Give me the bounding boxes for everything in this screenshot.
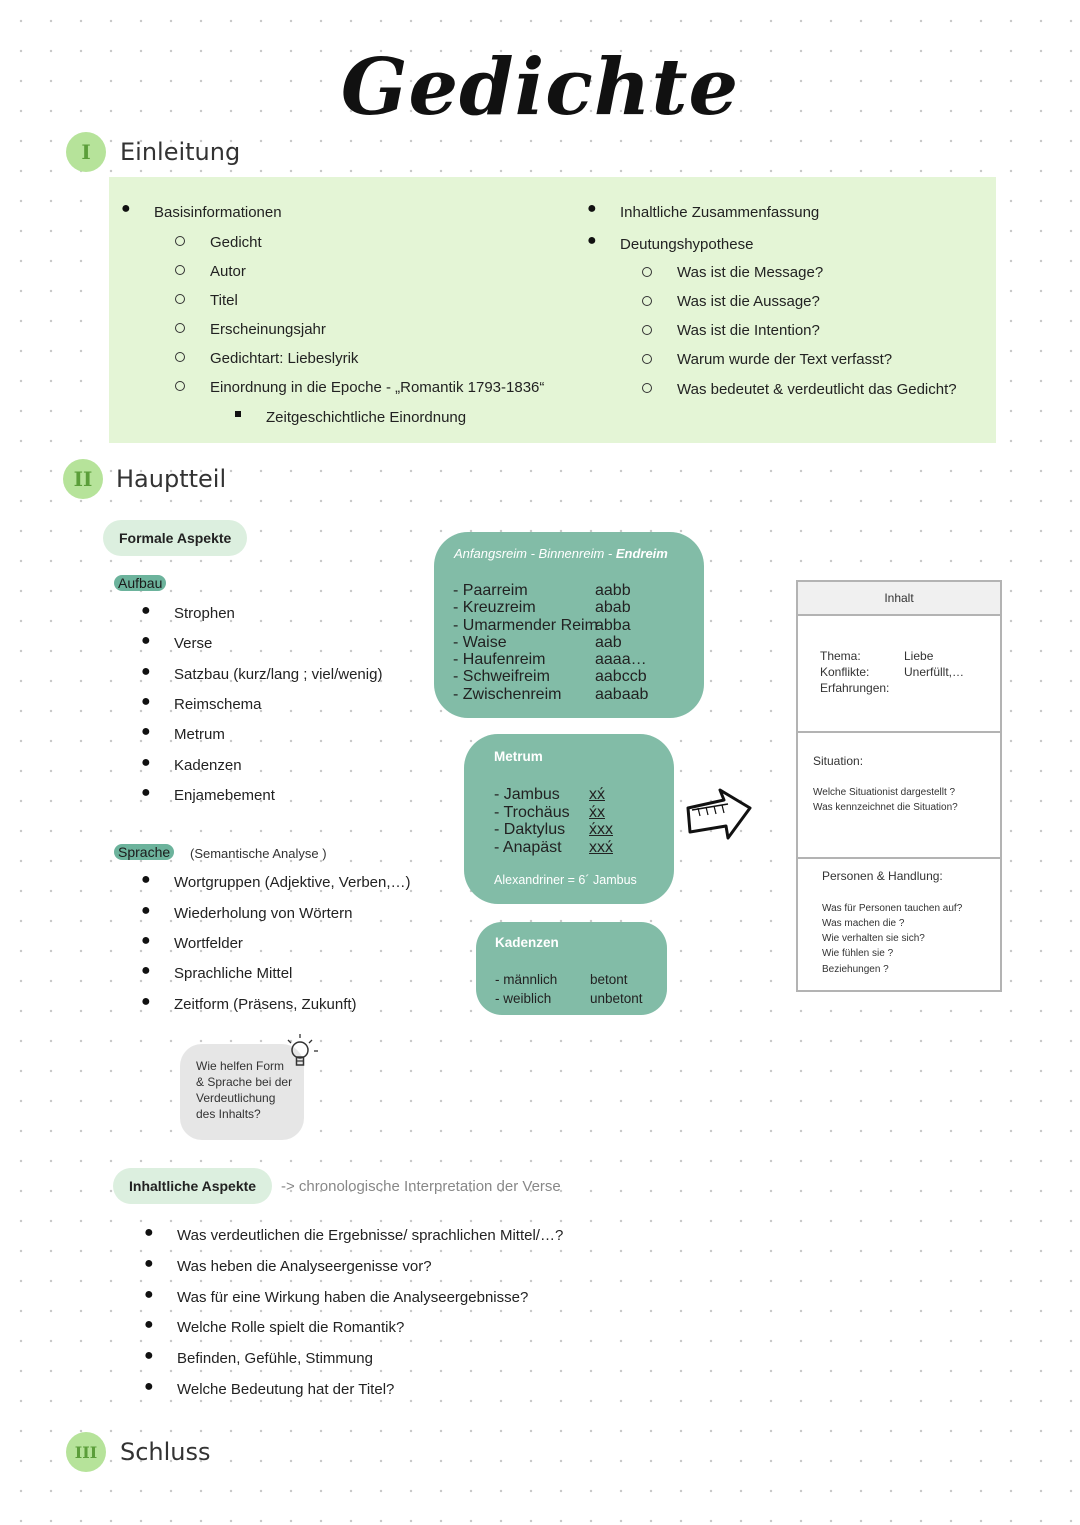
section-title-main: Hauptteil (116, 465, 227, 493)
sprache-item: Wortgruppen (Adjektive, Verben,…) (174, 874, 411, 891)
bullet: ● (141, 871, 151, 888)
reim-scheme: aab (595, 633, 622, 651)
page-title: Gedichte (340, 42, 740, 133)
circle-bullet (642, 267, 652, 277)
konflikte-value: Unerfüllt,… (904, 665, 965, 679)
reim-scheme: aaaa… (595, 651, 647, 669)
reim-name: - Zwischenreim (453, 685, 562, 703)
hypothesis-heading: Deutungshypothese (620, 236, 754, 253)
content-item: Was heben die Analyseergenisse vor? (177, 1258, 432, 1275)
bullet: ● (141, 754, 151, 771)
section-numeral-1: I (66, 132, 106, 172)
bullet: ● (141, 962, 151, 979)
konflikte-label: Konflikte: (820, 665, 870, 679)
kadenzen-name: - männlich (495, 972, 558, 987)
divider (798, 857, 1000, 859)
metrum-heading: Metrum (494, 749, 543, 764)
metrum-list (494, 786, 664, 856)
reim-scheme: abba (595, 616, 631, 634)
bullet: ● (144, 1378, 154, 1395)
reim-scheme: aabaab (595, 685, 649, 703)
reim-row (453, 599, 693, 616)
kadenzen-list (495, 972, 660, 1010)
erfahrungen-label: Erfahrungen: (820, 681, 890, 695)
reim-scheme: aabccb (595, 668, 647, 686)
basis-item: Gedicht (210, 234, 262, 251)
kadenzen-row (495, 991, 660, 1010)
bullet: ● (587, 232, 597, 249)
bullet: ● (144, 1286, 154, 1303)
reim-name: - Haufenreim (453, 651, 546, 669)
bullet: ● (144, 1347, 154, 1364)
sprache-note: (Semantische Analyse ) (190, 846, 327, 861)
content-item: Welche Bedeutung hat der Titel? (177, 1381, 395, 1398)
reim-row (453, 651, 693, 668)
metrum-name: - Daktylus (494, 821, 566, 838)
bullet: ● (144, 1255, 154, 1272)
basis-heading: Basisinformationen (154, 204, 282, 221)
bullet: ● (141, 663, 151, 680)
sprache-item: Sprachliche Mittel (174, 965, 293, 982)
bullet: ● (141, 723, 151, 740)
basis-item: Gedichtart: Liebeslyrik (210, 350, 359, 367)
reim-row (453, 634, 693, 651)
content-item: Was verdeutlichen die Ergebnisse/ sprachlichen Mittel/…? (177, 1227, 564, 1244)
sprache-item: Zeitform (Präsens, Zukunft) (174, 996, 357, 1013)
aufbau-tag: Aufbau (114, 575, 166, 591)
hint-box: Wie helfen Form & Sprache bei der Verdeutlichung des Inhalts? (180, 1044, 304, 1140)
reim-list (453, 582, 693, 703)
sprache-tag: Sprache (114, 844, 174, 860)
sprache-item: Wiederholung von Wörtern (174, 905, 353, 922)
kadenzen-row (495, 972, 660, 991)
aufbau-item: Verse (174, 635, 213, 652)
situation-question: Welche Situationist dargestellt ? (813, 787, 956, 798)
reim-name: - Kreuzreim (453, 599, 536, 617)
hypothesis-item: Warum wurde der Text verfasst? (677, 351, 893, 368)
basis-item: Titel (210, 292, 238, 309)
metrum-scheme: x́xx (589, 821, 613, 838)
basis-item: Autor (210, 263, 246, 280)
square-bullet (235, 411, 241, 417)
situation-question: Was kennzeichnet die Situation? (813, 802, 958, 813)
bullet: ● (141, 932, 151, 949)
circle-bullet (175, 265, 185, 275)
reim-row (453, 582, 693, 599)
metrum-name: - Anapäst (494, 838, 562, 856)
content-item: Befinden, Gefühle, Stimmung (177, 1350, 373, 1367)
bullet: ● (141, 902, 151, 919)
metrum-footer: Alexandriner = 6´ Jambus (494, 873, 637, 887)
circle-bullet (175, 352, 185, 362)
reim-name: - Umarmender Reim (453, 616, 598, 634)
inhalt-header: Inhalt (884, 591, 914, 605)
personen-question: Wie verhalten sie sich? (822, 933, 925, 944)
aufbau-item: Metrum (174, 726, 225, 743)
divider (798, 731, 1000, 733)
kadenzen-value: betont (590, 972, 628, 987)
arrow-right-icon (684, 786, 756, 844)
aufbau-item: Strophen (174, 605, 235, 622)
circle-bullet (175, 236, 185, 246)
circle-bullet (642, 325, 652, 335)
metrum-row (494, 804, 664, 822)
thema-label: Thema: (820, 649, 861, 663)
situation-label: Situation: (813, 754, 864, 768)
basis-item: Erscheinungsjahr (210, 321, 326, 338)
bullet: ● (141, 784, 151, 801)
aufbau-item: Reimschema (174, 696, 262, 713)
kadenzen-value: unbetont (590, 991, 643, 1006)
circle-bullet (175, 323, 185, 333)
bullet: ● (141, 632, 151, 649)
personen-question: Was machen die ? (822, 918, 905, 929)
personen-question: Wie fühlen sie ? (822, 948, 894, 959)
reim-scheme: aabb (595, 582, 631, 599)
hypothesis-item: Was ist die Message? (677, 264, 824, 281)
metrum-scheme: xx́ (589, 786, 605, 803)
bullet: ● (144, 1224, 154, 1241)
bullet: ● (587, 200, 597, 217)
reim-heading-text: Anfangsreim - Binnenreim - (454, 546, 616, 561)
circle-bullet (642, 383, 652, 393)
aufbau-item: Enjamebement (174, 787, 275, 804)
content-aspects-label: Inhaltliche Aspekte (113, 1168, 272, 1204)
reim-row (453, 686, 693, 703)
section-numeral-3: III (66, 1432, 106, 1472)
bullet: ● (121, 200, 131, 217)
reim-scheme: abab (595, 599, 631, 617)
metrum-scheme: xxx́ (589, 838, 613, 856)
bullet: ● (141, 993, 151, 1010)
content-item: Welche Rolle spielt die Romantik? (177, 1319, 405, 1336)
kadenzen-name: - weiblich (495, 991, 552, 1006)
personen-question: Beziehungen ? (822, 964, 889, 975)
divider (798, 614, 1000, 616)
content-note: -> chronologische Interpretation der Verse (281, 1178, 561, 1195)
reim-heading (454, 546, 668, 561)
aufbau-item: Satzbau (kurz/lang ; viel/wenig) (174, 666, 383, 683)
circle-bullet (175, 294, 185, 304)
section-title-end: Schluss (120, 1438, 211, 1466)
hypothesis-item: Was ist die Aussage? (677, 293, 820, 310)
reim-name: - Schweifreim (453, 668, 550, 686)
sprache-item: Wortfelder (174, 935, 243, 952)
aufbau-item: Kadenzen (174, 757, 242, 774)
circle-bullet (175, 381, 185, 391)
section-numeral-2: II (63, 459, 103, 499)
basis-subitem: Zeitgeschichtliche Einordnung (266, 409, 467, 426)
hypothesis-item: Was bedeutet & verdeutlicht das Gedicht? (677, 381, 957, 398)
reim-heading-endreim: Endreim (615, 546, 668, 561)
reim-name: - Waise (453, 633, 507, 651)
lightbulb-icon (284, 1030, 322, 1072)
hypothesis-item: Was ist die Intention? (677, 322, 820, 339)
personen-question: Was für Personen tauchen auf? (822, 903, 963, 914)
metrum-row (494, 786, 664, 804)
metrum-scheme: x́x (589, 803, 605, 821)
circle-bullet (642, 354, 652, 364)
summary-heading: Inhaltliche Zusammenfassung (620, 204, 820, 221)
reim-name: - Paarreim (453, 582, 528, 599)
reim-row (453, 668, 693, 685)
bullet: ● (141, 693, 151, 710)
section-title-intro: Einleitung (120, 138, 241, 166)
bullet: ● (141, 602, 151, 619)
reim-row (453, 617, 693, 634)
content-item: Was für eine Wirkung haben die Analyseergebnisse? (177, 1289, 529, 1306)
kadenzen-heading: Kadenzen (495, 935, 559, 950)
metrum-name: - Jambus (494, 786, 560, 803)
formal-aspects-label: Formale Aspekte (103, 520, 247, 556)
metrum-row (494, 839, 664, 857)
basis-item: Einordnung in die Epoche - „Romantik 1793-1836“ (210, 379, 545, 396)
thema-value: Liebe (904, 649, 934, 663)
personen-label: Personen & Handlung: (822, 869, 943, 883)
metrum-name: - Trochäus (494, 803, 570, 821)
circle-bullet (642, 296, 652, 306)
metrum-row (494, 821, 664, 839)
bullet: ● (144, 1316, 154, 1333)
